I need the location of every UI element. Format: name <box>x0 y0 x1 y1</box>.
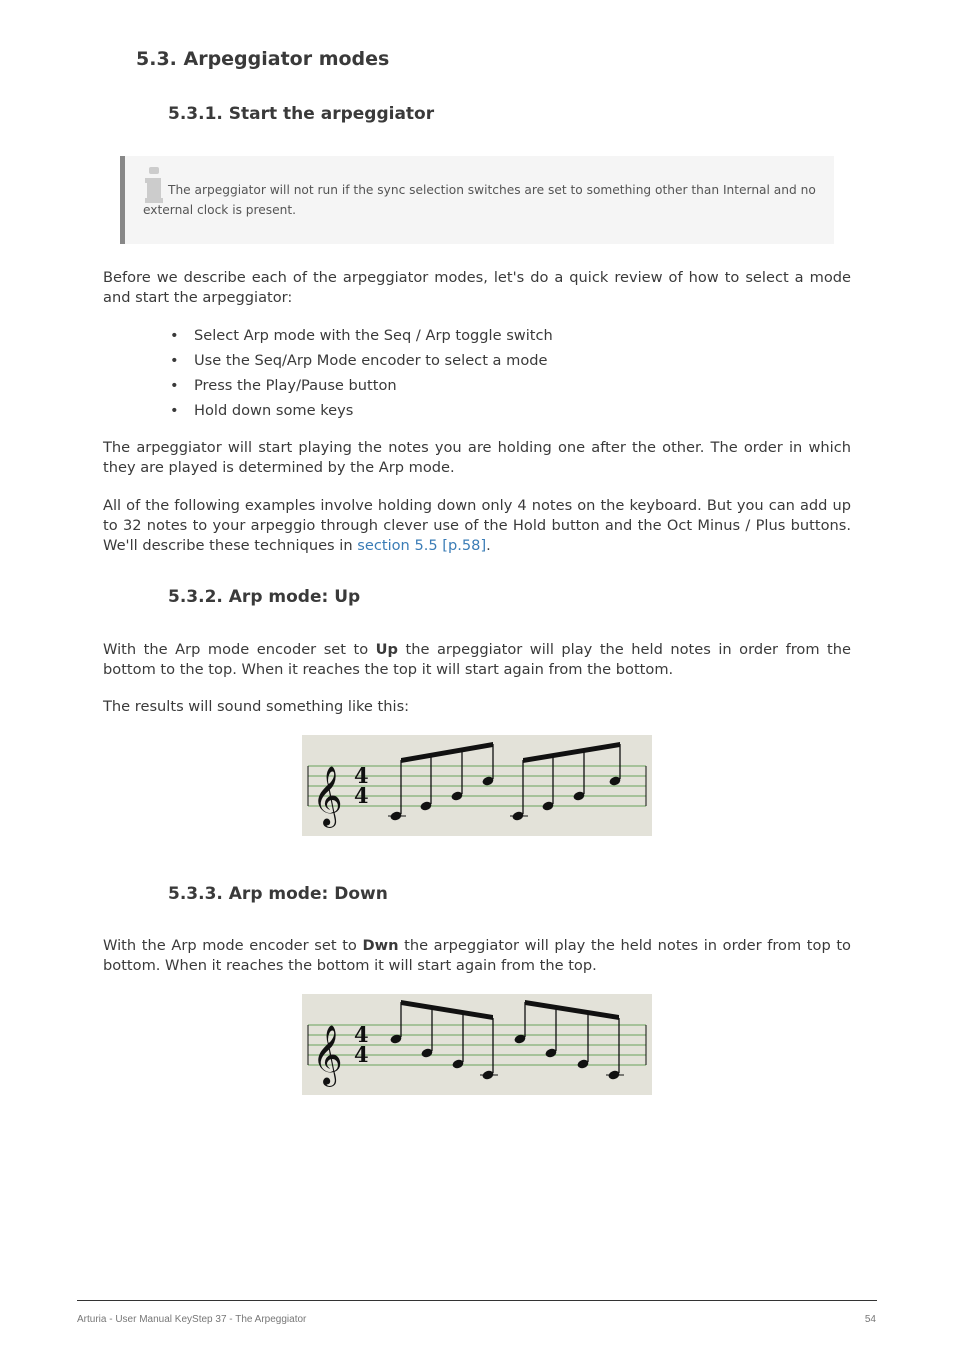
mode-name-down: Dwn <box>362 937 399 954</box>
beam <box>525 1000 619 1020</box>
time-sig-top: 4 <box>354 763 369 788</box>
footer-title: Arturia - User Manual KeyStep 37 - The Arpeggiator <box>77 1314 307 1325</box>
up-paragraph: With the Arp mode encoder set to Up the arpeggiator will play the held notes in order from the bottom to the top. When it reaches the top it will start again from the bottom. <box>103 641 851 678</box>
note-text: The arpeggiator will not run if the sync selection switches are set to something other than Internal and no external clock is present. <box>143 183 816 217</box>
page-number: 54 <box>864 1314 876 1325</box>
time-sig-top: 4 <box>354 1022 369 1047</box>
list-item: • Select Arp mode with the Seq / Arp toggle switch <box>170 325 553 350</box>
time-sig-bottom: 4 <box>354 1042 369 1067</box>
staff-down-svg <box>302 994 652 1095</box>
notation-down <box>302 994 652 1095</box>
list-item-text: Use the Seq/Arp Mode encoder to select a mode <box>194 352 548 369</box>
time-sig-bottom: 4 <box>354 783 369 808</box>
section-link[interactable]: section 5.5 [p.58] <box>357 537 487 554</box>
list-item-text: Press the Play/Pause button <box>194 377 397 394</box>
down-paragraph: With the Arp mode encoder set to Dwn the arpeggiator will play the held notes in order from top to bottom. When it reaches the bottom it will start again from the top. <box>103 937 851 974</box>
subsection-heading-down: 5.3.3. Arp mode: Down <box>168 884 388 904</box>
steps-list <box>170 325 553 425</box>
beam <box>401 1000 493 1020</box>
intro-paragraph: Before we describe each of the arpeggiator modes, let's do a quick review of how to select a mode and start the arpeggiator: <box>103 269 851 306</box>
results-paragraph: The results will sound something like this: <box>103 698 410 715</box>
beam <box>523 742 620 763</box>
notation-up <box>302 735 652 836</box>
list-item-text: Select Arp mode with the Seq / Arp toggle switch <box>194 327 553 344</box>
treble-clef-icon: 𝄞 <box>312 1025 343 1085</box>
beam <box>401 742 493 763</box>
order-paragraph: The arpeggiator will start playing the notes you are holding one after the other. The order in which they are played is determined by the Arp mode. <box>103 439 851 476</box>
staff-up-svg <box>302 735 652 836</box>
mode-name-up: Up <box>375 641 398 658</box>
subsection-heading-up: 5.3.2. Arp mode: Up <box>168 587 361 607</box>
subsection-heading-start: 5.3.1. Start the arpeggiator <box>168 104 435 124</box>
section-heading: 5.3. Arpeggiator modes <box>136 48 390 70</box>
footer-divider <box>77 1300 877 1301</box>
list-item: • Use the Seq/Arp Mode encoder to select a mode <box>170 350 553 375</box>
examples-paragraph: All of the following examples involve holding down only 4 notes on the keyboard. But you can add up to 32 notes to your arpeggio through clever use of the Hold button and the Oct Minus / Plus buttons. We'll describe these techniques in section 5.5 [p.58]. <box>103 497 851 554</box>
list-item: • Press the Play/Pause button <box>170 375 553 400</box>
list-item: • Hold down some keys <box>170 400 553 425</box>
info-note <box>120 156 834 244</box>
list-item-text: Hold down some keys <box>194 402 354 419</box>
treble-clef-icon: 𝄞 <box>312 766 343 826</box>
